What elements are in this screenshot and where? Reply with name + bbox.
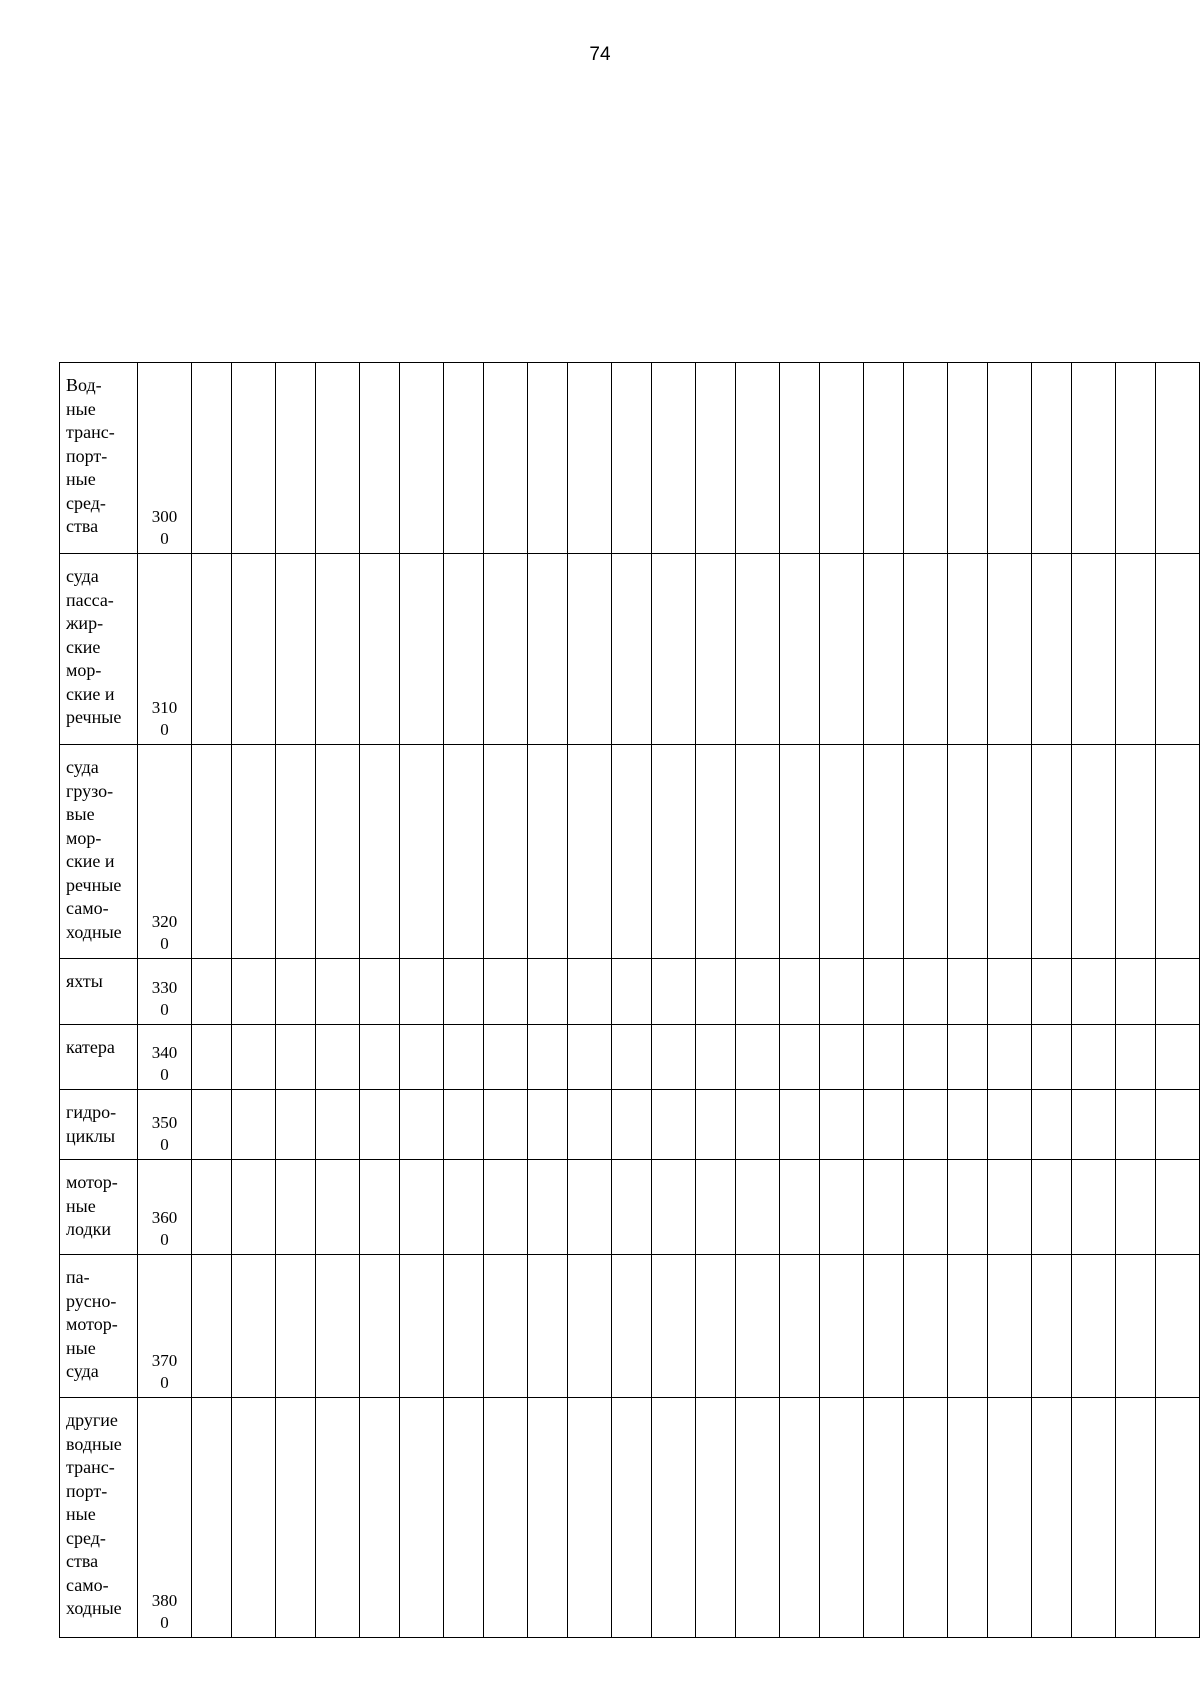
empty-cell	[1116, 1160, 1156, 1255]
empty-cell	[612, 363, 652, 554]
empty-cell	[1032, 1160, 1072, 1255]
empty-cell	[696, 745, 736, 959]
empty-cell	[316, 1255, 360, 1398]
empty-cell	[1032, 745, 1072, 959]
empty-cell	[904, 363, 948, 554]
row-code	[138, 745, 192, 959]
empty-cell	[780, 1090, 820, 1160]
empty-cell	[820, 1398, 864, 1638]
empty-cell	[1156, 1025, 1200, 1090]
empty-cell	[232, 1090, 276, 1160]
empty-cell	[568, 1160, 612, 1255]
page-number: 74	[589, 44, 611, 65]
empty-cell	[652, 1090, 696, 1160]
empty-cell	[864, 1025, 904, 1090]
empty-cell	[192, 959, 232, 1025]
empty-cell	[1032, 1090, 1072, 1160]
empty-cell	[444, 959, 484, 1025]
row-code-part2: 0	[160, 1612, 169, 1632]
empty-cell	[948, 554, 988, 745]
empty-cell	[316, 1025, 360, 1090]
empty-cell	[864, 1398, 904, 1638]
empty-cell	[1072, 554, 1116, 745]
empty-cell	[568, 1255, 612, 1398]
row-code-part1: 300	[151, 507, 178, 526]
empty-cell	[484, 959, 528, 1025]
empty-cell	[276, 1025, 316, 1090]
empty-cell	[316, 1090, 360, 1160]
empty-cell	[528, 1255, 568, 1398]
empty-cell	[612, 745, 652, 959]
empty-cell	[780, 959, 820, 1025]
empty-cell	[904, 959, 948, 1025]
empty-cell	[612, 1090, 652, 1160]
empty-cell	[1116, 1025, 1156, 1090]
empty-cell	[444, 1398, 484, 1638]
row-code	[138, 1025, 192, 1090]
empty-cell	[1032, 554, 1072, 745]
empty-cell	[1072, 1255, 1116, 1398]
empty-cell	[484, 745, 528, 959]
empty-cell	[316, 1160, 360, 1255]
empty-cell	[864, 363, 904, 554]
empty-cell	[988, 959, 1032, 1025]
empty-cell	[444, 1160, 484, 1255]
empty-cell	[948, 1090, 988, 1160]
row-code	[138, 1255, 192, 1398]
empty-cell	[528, 1160, 568, 1255]
empty-cell	[400, 1025, 444, 1090]
empty-cell	[528, 363, 568, 554]
empty-cell	[864, 1090, 904, 1160]
empty-cell	[652, 363, 696, 554]
empty-cell	[192, 363, 232, 554]
empty-cell	[232, 554, 276, 745]
empty-cell	[612, 1025, 652, 1090]
empty-cell	[820, 1255, 864, 1398]
empty-cell	[780, 1160, 820, 1255]
empty-cell	[528, 959, 568, 1025]
row-label: суда пасса- жир- ские мор- ские и речные	[60, 554, 138, 745]
empty-cell	[904, 554, 948, 745]
table-row	[60, 745, 1200, 959]
empty-cell	[484, 1398, 528, 1638]
table-row	[60, 1090, 1200, 1160]
empty-cell	[696, 363, 736, 554]
empty-cell	[192, 1255, 232, 1398]
row-code	[138, 1398, 192, 1638]
empty-cell	[528, 1090, 568, 1160]
empty-cell	[948, 959, 988, 1025]
empty-cell	[988, 745, 1032, 959]
empty-cell	[904, 745, 948, 959]
empty-cell	[1072, 1160, 1116, 1255]
empty-cell	[904, 1025, 948, 1090]
empty-cell	[484, 363, 528, 554]
empty-cell	[400, 1090, 444, 1160]
empty-cell	[360, 554, 400, 745]
empty-cell	[1116, 959, 1156, 1025]
empty-cell	[232, 959, 276, 1025]
empty-cell	[444, 1255, 484, 1398]
empty-cell	[444, 1025, 484, 1090]
empty-cell	[652, 1398, 696, 1638]
empty-cell	[192, 1398, 232, 1638]
empty-cell	[316, 959, 360, 1025]
empty-cell	[528, 745, 568, 959]
empty-cell	[232, 363, 276, 554]
empty-cell	[1116, 1090, 1156, 1160]
empty-cell	[1116, 745, 1156, 959]
empty-cell	[652, 1255, 696, 1398]
row-code-part2: 0	[160, 933, 169, 953]
empty-cell	[444, 363, 484, 554]
empty-cell	[400, 745, 444, 959]
row-label: Вод- ные транс- порт- ные сред- ства	[60, 363, 138, 554]
empty-cell	[780, 1255, 820, 1398]
empty-cell	[1156, 554, 1200, 745]
empty-cell	[904, 1090, 948, 1160]
empty-cell	[232, 1255, 276, 1398]
empty-cell	[736, 1398, 780, 1638]
empty-cell	[232, 1160, 276, 1255]
empty-cell	[1072, 1025, 1116, 1090]
row-label: суда грузо- вые мор- ские и речные само- ходные	[60, 745, 138, 959]
empty-cell	[400, 959, 444, 1025]
empty-cell	[316, 745, 360, 959]
empty-cell	[652, 745, 696, 959]
empty-cell	[780, 1398, 820, 1638]
empty-cell	[1072, 959, 1116, 1025]
empty-cell	[360, 1398, 400, 1638]
empty-cell	[276, 1255, 316, 1398]
empty-cell	[780, 745, 820, 959]
empty-cell	[400, 1398, 444, 1638]
empty-cell	[276, 1160, 316, 1255]
empty-cell	[736, 1025, 780, 1090]
empty-cell	[948, 745, 988, 959]
empty-cell	[192, 1160, 232, 1255]
empty-cell	[232, 1025, 276, 1090]
table-row	[60, 1398, 1200, 1638]
empty-cell	[904, 1398, 948, 1638]
empty-cell	[444, 745, 484, 959]
empty-cell	[948, 1255, 988, 1398]
empty-cell	[484, 1090, 528, 1160]
empty-cell	[568, 959, 612, 1025]
row-label: катера	[60, 1025, 138, 1090]
empty-cell	[696, 1398, 736, 1638]
empty-cell	[736, 745, 780, 959]
empty-cell	[484, 1255, 528, 1398]
empty-cell	[652, 1025, 696, 1090]
row-code	[138, 1090, 192, 1160]
empty-cell	[948, 1160, 988, 1255]
empty-cell	[948, 1025, 988, 1090]
row-code-part2: 0	[160, 1134, 169, 1154]
empty-cell	[820, 1160, 864, 1255]
empty-cell	[1032, 1025, 1072, 1090]
empty-cell	[820, 959, 864, 1025]
empty-cell	[696, 1160, 736, 1255]
empty-cell	[400, 363, 444, 554]
row-label: па- русно- мотор- ные суда	[60, 1255, 138, 1398]
row-code-part2: 0	[160, 999, 169, 1019]
empty-cell	[696, 554, 736, 745]
table-row	[60, 554, 1200, 745]
empty-cell	[192, 745, 232, 959]
empty-cell	[1156, 1398, 1200, 1638]
empty-cell	[316, 363, 360, 554]
empty-cell	[988, 1090, 1032, 1160]
empty-cell	[568, 1025, 612, 1090]
empty-cell	[696, 959, 736, 1025]
empty-cell	[1072, 745, 1116, 959]
empty-cell	[568, 745, 612, 959]
empty-cell	[904, 1160, 948, 1255]
empty-cell	[484, 1160, 528, 1255]
empty-cell	[1072, 1398, 1116, 1638]
empty-cell	[820, 1090, 864, 1160]
row-code-part1: 340	[151, 1043, 178, 1062]
row-code-part1: 360	[151, 1208, 178, 1227]
empty-cell	[444, 554, 484, 745]
empty-cell	[1116, 554, 1156, 745]
empty-cell	[612, 554, 652, 745]
empty-cell	[736, 959, 780, 1025]
row-code	[138, 1160, 192, 1255]
row-code	[138, 554, 192, 745]
empty-cell	[988, 1025, 1032, 1090]
empty-cell	[864, 959, 904, 1025]
table-row	[60, 363, 1200, 554]
empty-cell	[1156, 1160, 1200, 1255]
empty-cell	[568, 363, 612, 554]
row-code-part1: 320	[151, 912, 178, 931]
table-row	[60, 959, 1200, 1025]
empty-cell	[736, 1255, 780, 1398]
empty-cell	[652, 959, 696, 1025]
empty-cell	[192, 554, 232, 745]
empty-cell	[948, 1398, 988, 1638]
empty-cell	[612, 1255, 652, 1398]
row-code-part1: 350	[151, 1113, 178, 1132]
empty-cell	[904, 1255, 948, 1398]
row-code	[138, 363, 192, 554]
table-row	[60, 1255, 1200, 1398]
empty-cell	[652, 1160, 696, 1255]
empty-cell	[276, 1090, 316, 1160]
empty-cell	[820, 554, 864, 745]
table-row	[60, 1160, 1200, 1255]
empty-cell	[484, 554, 528, 745]
empty-cell	[276, 959, 316, 1025]
empty-cell	[696, 1255, 736, 1398]
empty-cell	[276, 363, 316, 554]
row-label: гидро- циклы	[60, 1090, 138, 1160]
row-code-part1: 380	[151, 1591, 178, 1610]
empty-cell	[652, 554, 696, 745]
empty-cell	[192, 1025, 232, 1090]
empty-cell	[568, 1090, 612, 1160]
empty-cell	[948, 363, 988, 554]
empty-cell	[400, 554, 444, 745]
water-transport-table	[59, 362, 1200, 1638]
empty-cell	[988, 1160, 1032, 1255]
empty-cell	[736, 1090, 780, 1160]
empty-cell	[360, 745, 400, 959]
empty-cell	[444, 1090, 484, 1160]
empty-cell	[988, 1255, 1032, 1398]
empty-cell	[1156, 745, 1200, 959]
empty-cell	[316, 1398, 360, 1638]
empty-cell	[988, 554, 1032, 745]
empty-cell	[528, 554, 568, 745]
row-code-part2: 0	[160, 1372, 169, 1392]
empty-cell	[1116, 1255, 1156, 1398]
empty-cell	[696, 1025, 736, 1090]
empty-cell	[360, 1160, 400, 1255]
empty-cell	[360, 363, 400, 554]
empty-cell	[232, 1398, 276, 1638]
row-code	[138, 959, 192, 1025]
empty-cell	[1032, 363, 1072, 554]
empty-cell	[400, 1160, 444, 1255]
row-code-part1: 310	[151, 698, 178, 717]
empty-cell	[360, 1255, 400, 1398]
empty-cell	[528, 1025, 568, 1090]
empty-cell	[864, 745, 904, 959]
row-code-part1: 370	[151, 1351, 178, 1370]
empty-cell	[400, 1255, 444, 1398]
empty-cell	[1032, 959, 1072, 1025]
empty-cell	[988, 1398, 1032, 1638]
empty-cell	[736, 1160, 780, 1255]
table-row	[60, 1025, 1200, 1090]
empty-cell	[276, 554, 316, 745]
empty-cell	[568, 554, 612, 745]
empty-cell	[612, 1160, 652, 1255]
empty-cell	[1156, 363, 1200, 554]
empty-cell	[612, 1398, 652, 1638]
empty-cell	[696, 1090, 736, 1160]
empty-cell	[988, 363, 1032, 554]
empty-cell	[1116, 363, 1156, 554]
empty-cell	[1032, 1255, 1072, 1398]
empty-cell	[1156, 959, 1200, 1025]
empty-cell	[360, 1090, 400, 1160]
empty-cell	[1116, 1398, 1156, 1638]
empty-cell	[820, 1025, 864, 1090]
empty-cell	[528, 1398, 568, 1638]
empty-cell	[360, 959, 400, 1025]
empty-cell	[780, 1025, 820, 1090]
empty-cell	[1156, 1255, 1200, 1398]
empty-cell	[1072, 363, 1116, 554]
row-code-part2: 0	[160, 1229, 169, 1249]
row-label: яхты	[60, 959, 138, 1025]
empty-cell	[820, 363, 864, 554]
empty-cell	[1032, 1398, 1072, 1638]
empty-cell	[820, 745, 864, 959]
empty-cell	[736, 554, 780, 745]
empty-cell	[276, 745, 316, 959]
empty-cell	[612, 959, 652, 1025]
empty-cell	[232, 745, 276, 959]
empty-cell	[484, 1025, 528, 1090]
empty-cell	[736, 363, 780, 554]
row-label: мотор- ные лодки	[60, 1160, 138, 1255]
empty-cell	[1156, 1090, 1200, 1160]
empty-cell	[276, 1398, 316, 1638]
row-code-part2: 0	[160, 1064, 169, 1084]
empty-cell	[780, 363, 820, 554]
empty-cell	[864, 1255, 904, 1398]
row-code-part2: 0	[160, 719, 169, 739]
empty-cell	[360, 1025, 400, 1090]
empty-cell	[568, 1398, 612, 1638]
row-code-part1: 330	[151, 978, 178, 997]
empty-cell	[1072, 1090, 1116, 1160]
row-label: другие водные транс- порт- ные сред- ства само- ходные	[60, 1398, 138, 1638]
row-code-part2: 0	[160, 528, 169, 548]
empty-cell	[192, 1090, 232, 1160]
empty-cell	[864, 1160, 904, 1255]
empty-cell	[864, 554, 904, 745]
empty-cell	[780, 554, 820, 745]
empty-cell	[316, 554, 360, 745]
